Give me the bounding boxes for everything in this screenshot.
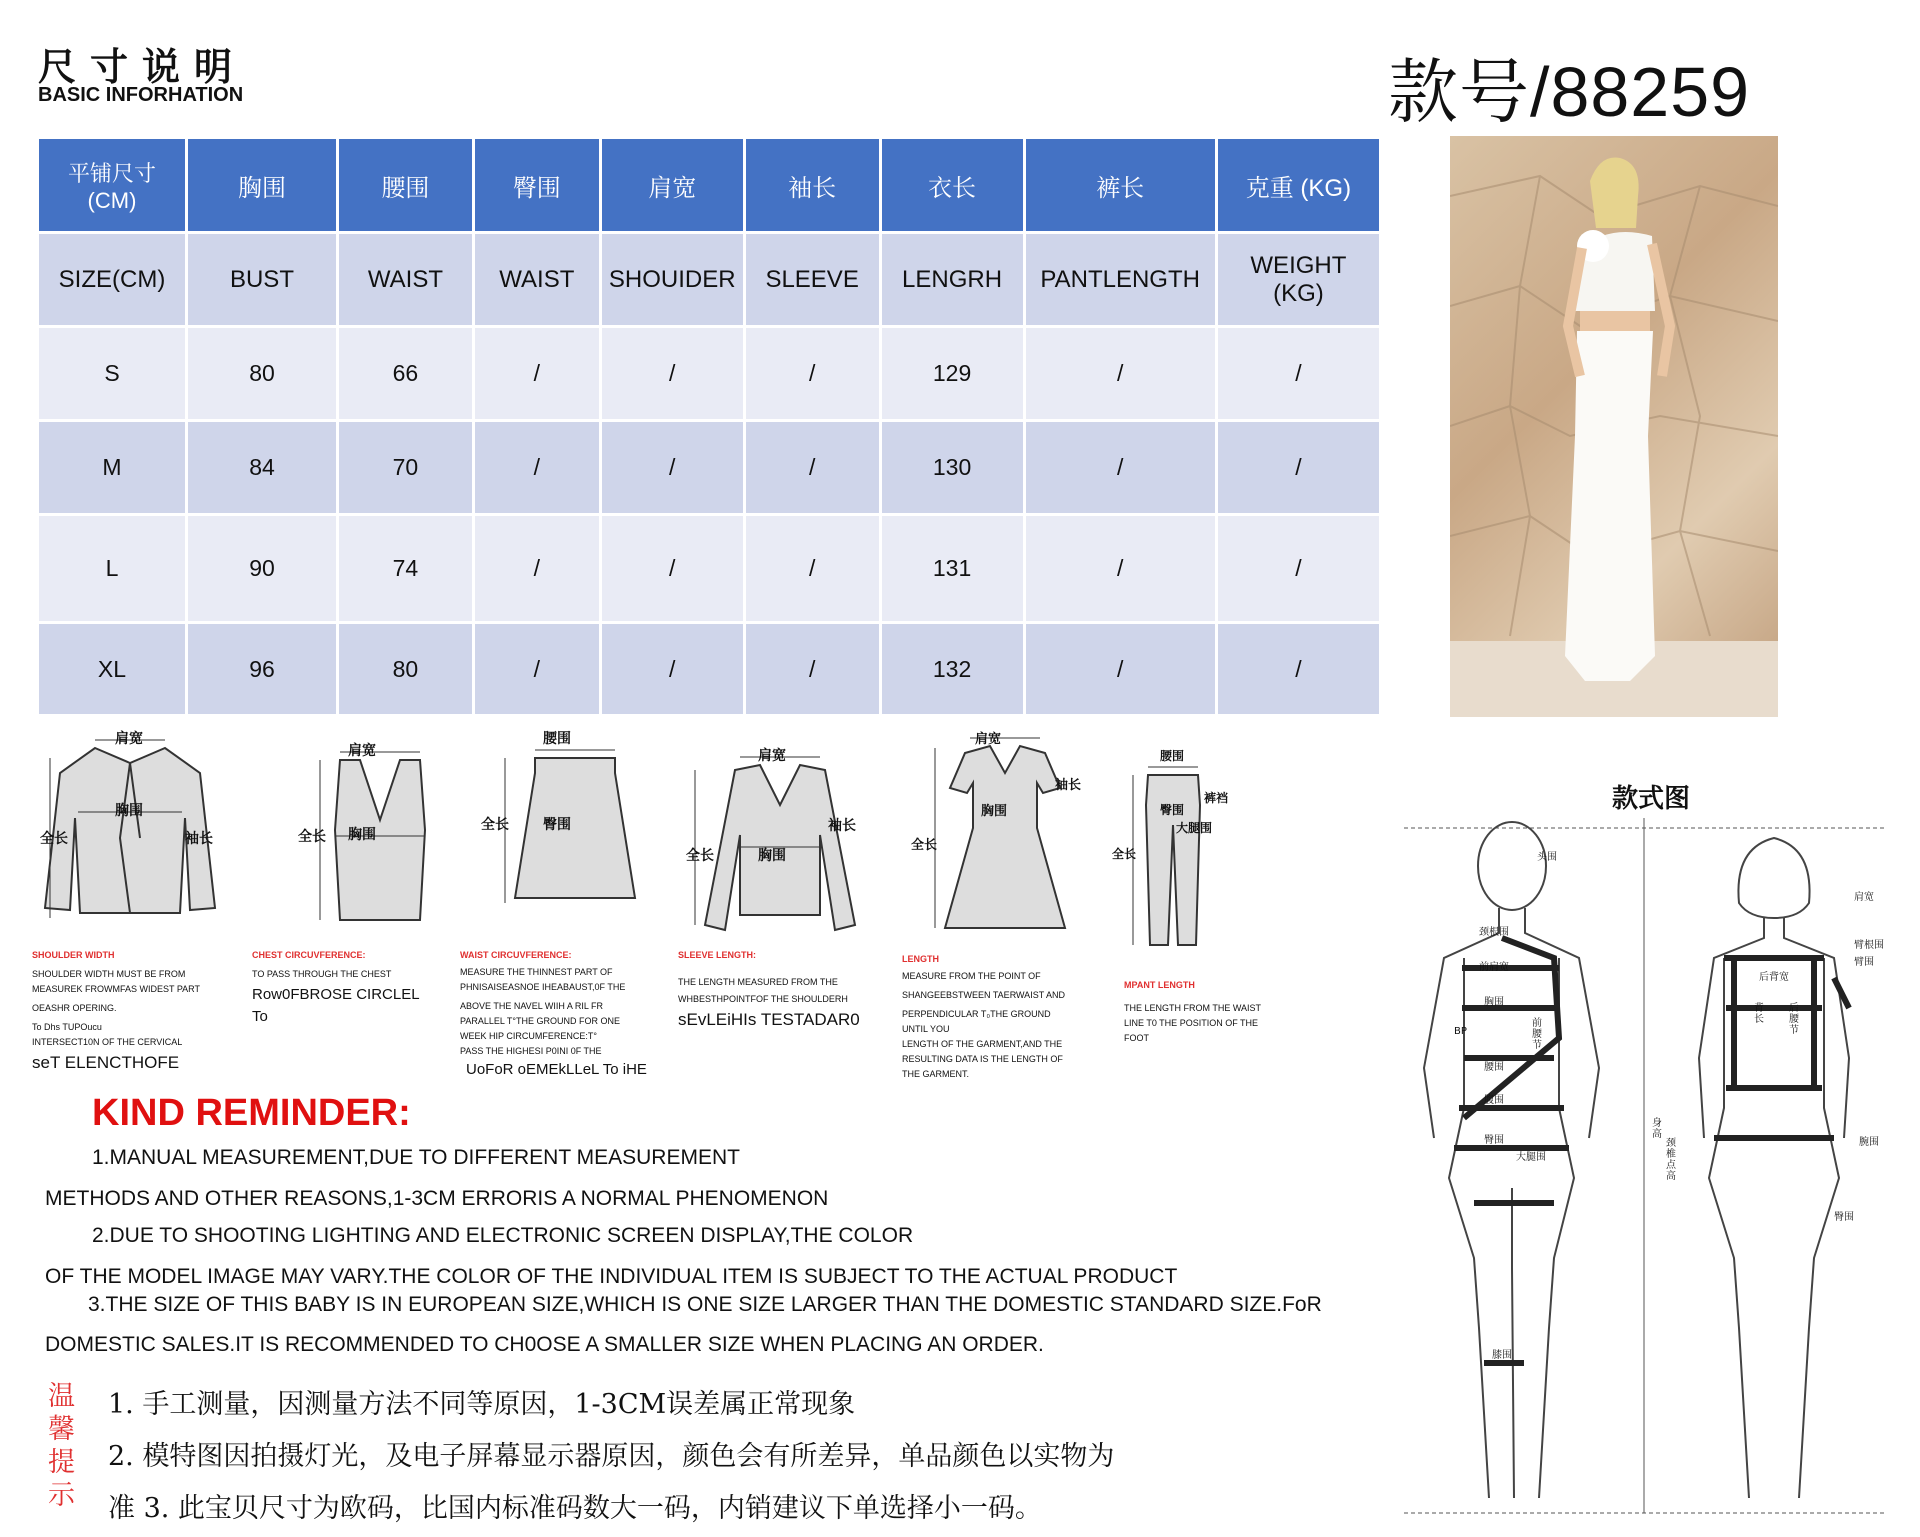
reminder-line: 1.MANUAL MEASUREMENT,DUE TO DIFFERENT MEASUREMENT [92, 1146, 740, 1169]
reminder-cn-line: 2. 模特图因拍摄灯光，及电子屏幕显示器原因，颜色会有所差异，单品颜色以实物为 [108, 1441, 1115, 1472]
table-cell: 80 [339, 624, 472, 714]
table-cell: 132 [882, 624, 1023, 714]
reminder-line: 2.DUE TO SHOOTING LIGHTING AND ELECTRONIC SCREEN DISPLAY,THE COLOR [92, 1224, 914, 1247]
header-cell: 衣长 [882, 139, 1023, 231]
figure-label: 腕围 [1859, 1137, 1879, 1148]
figure-label: 大腿围 [1516, 1152, 1546, 1163]
garment-label: 臀围 [1160, 803, 1185, 817]
header-cell: SIZE(CM) [39, 234, 185, 325]
table-cell: S [39, 328, 185, 419]
table-row [39, 328, 1379, 419]
page-title-cn: 尺寸说明 [38, 45, 247, 89]
garment-label: 全长 [686, 848, 714, 864]
garment-label: 全长 [298, 829, 326, 845]
figure-label: 腰围 [1484, 1062, 1504, 1073]
figure-label: 膝围 [1492, 1350, 1512, 1361]
header-cell: SHOUIDER [602, 234, 743, 325]
shoulder-instruction: SHOULDER WIDTH SHOULDER WIDTH MUST BE FROM MEASUREK FROWMFAS WIDEST PART OEASHR OPERING. To Dhs TUPOucu INTERSECT10N OF THE CERVICAL seT ELENCTHOFE [32, 950, 201, 1072]
table-cell: 96 [188, 624, 336, 714]
garment-label: 袖长 [185, 831, 213, 847]
garment-label: 全长 [911, 838, 938, 853]
garment-label: 全长 [1112, 847, 1137, 861]
table-cell: / [1218, 328, 1379, 419]
header-cell: 肩宽 [602, 139, 743, 231]
figure-label: 前腰节 [1532, 1018, 1542, 1051]
header-cell: 臀围 [475, 139, 599, 231]
garment-label: 肩宽 [348, 743, 376, 759]
page-title-en: BASIC INFORHATION [38, 84, 244, 106]
garment-label: 腰围 [543, 731, 571, 747]
reminder-line: OF THE MODEL IMAGE MAY VARY.THE COLOR OF THE INDIVIDUAL ITEM IS SUBJECT TO THE ACTUAL PRODUCT [45, 1265, 1178, 1288]
table-cell: / [1026, 422, 1215, 513]
garment-label: 肩宽 [758, 748, 786, 764]
table-row [39, 624, 1379, 714]
header-cell: WAIST [339, 234, 472, 325]
figure-label: 臂围 [1854, 957, 1874, 968]
vest-diagram [300, 740, 480, 950]
table-cell: / [1218, 516, 1379, 621]
table-cell: / [1026, 328, 1215, 419]
table-cell: / [1218, 422, 1379, 513]
sweater-diagram [686, 745, 870, 955]
figure-label: BP [1454, 1026, 1467, 1037]
reminder-line: DOMESTIC SALES.IT IS RECOMMENDED TO CH0OSE A SMALLER SIZE WHEN PLACING AN ORDER. [45, 1333, 1044, 1356]
table-cell: / [746, 516, 879, 621]
table-cell: / [1218, 624, 1379, 714]
chest-instruction: CHEST CIRCUVFERENCE: TO PASS THROUGH THE CHEST Row0FBROSE CIRCLEL To [252, 950, 420, 1025]
figure-label: 颈根围 [1479, 927, 1509, 938]
garment-label: 肩宽 [975, 732, 1002, 747]
garment-label: 全长 [40, 831, 68, 847]
table-cell: XL [39, 624, 185, 714]
table-cell: 80 [188, 328, 336, 419]
table-header-en [39, 234, 1379, 325]
table-cell: / [602, 328, 743, 419]
figure-label: 臂根围 [1854, 940, 1884, 951]
header-cell: 裤长 [1026, 139, 1215, 231]
table-cell: / [475, 422, 599, 513]
header-cell: PANTLENGTH [1026, 234, 1215, 325]
table-cell: 129 [882, 328, 1023, 419]
table-cell: / [746, 328, 879, 419]
garment-label: 胸围 [348, 827, 376, 843]
figure-label: 头围 [1537, 852, 1557, 863]
pants-diagram [1112, 745, 1298, 955]
garment-label: 胸围 [115, 803, 143, 819]
table-cell: 84 [188, 422, 336, 513]
garment-label: 大腿围 [1176, 821, 1213, 835]
table-cell: / [602, 624, 743, 714]
garment-label: 胸围 [758, 848, 786, 864]
table-row [39, 422, 1379, 513]
figure-label: 身高 [1652, 1118, 1662, 1140]
table-cell: / [746, 624, 879, 714]
figure-label: 臀围 [1834, 1212, 1854, 1223]
figure-label: 背长 [1754, 1003, 1764, 1025]
reminder-vertical-label: 温馨提示 [48, 1381, 75, 1511]
figure-title: 款式图 [1612, 784, 1691, 814]
pant-length-instruction: MPANT LENGTH THE LENGTH FROM THE WAIST LINE T0 THE POSITION OF THE FOOT [1124, 980, 1262, 1043]
skirt-diagram [481, 728, 665, 938]
table-cell: 74 [339, 516, 472, 621]
figure-label: 肩宽 [1854, 892, 1874, 903]
table-cell: / [602, 516, 743, 621]
figure-label: 颈椎点高 [1666, 1138, 1676, 1182]
garment-label: 腰围 [1160, 749, 1185, 763]
reminder-title: KIND REMINDER: [92, 1092, 411, 1134]
header-cell: 胸围 [188, 139, 336, 231]
reminder-cn-line: 1. 手工测量，因测量方法不同等原因，1-3CM误差属正常现象 [108, 1389, 856, 1420]
table-cell: / [475, 328, 599, 419]
length-instruction: LENGTH MEASURE FROM THE POINT OF SHANGEEBSTWEEN TAERWAIST AND PERPENDICULAR T₀THE GROUND UNTIL YOU LENGTH OF THE GARMENT,AND THE RESULTING DATA IS THE LENGTH OF THE GARMENT. [902, 954, 1066, 1079]
table-cell: 70 [339, 422, 472, 513]
size-table [36, 136, 1382, 717]
garment-label: 臀围 [543, 817, 571, 833]
table-cell: 131 [882, 516, 1023, 621]
table-cell: / [1026, 624, 1215, 714]
table-cell: 66 [339, 328, 472, 419]
model-photo [1450, 136, 1778, 717]
figure-label: 前肩宽 [1479, 962, 1509, 973]
dress-diagram [911, 728, 1095, 938]
header-cell: 克重 (KG) [1218, 139, 1379, 231]
header-cell: 平铺尺寸 (CM) [39, 139, 185, 231]
reminder-line: METHODS AND OTHER REASONS,1-3CM ERRORIS A NORMAL PHENOMENON [45, 1187, 829, 1210]
figure-label: 后腰节 [1789, 1003, 1799, 1036]
header-cell: 袖长 [746, 139, 879, 231]
sleeve-instruction: SLEEVE LENGTH: THE LENGTH MEASURED FROM THE WHBESTHPOINTFOF THE SHOULDERH sEvLEiHIs TESTADAR0 [678, 950, 860, 1029]
table-cell: / [602, 422, 743, 513]
table-cell: / [1026, 516, 1215, 621]
reminder-line: 3.THE SIZE OF THIS BABY IS IN EUROPEAN SIZE,WHICH IS ONE SIZE LARGER THAN THE DOMESTIC STANDARD SIZE.FoR [88, 1293, 1322, 1316]
table-cell: / [475, 516, 599, 621]
header-cell: WEIGHT (KG) [1218, 234, 1379, 325]
table-cell: / [475, 624, 599, 714]
reminder-cn-line: 准 3. 此宝贝尺寸为欧码，比国内标准码数大一码，内销建议下单选择小一码。 [108, 1493, 1042, 1524]
table-cell: L [39, 516, 185, 621]
style-number: 款号/88259 [1388, 53, 1751, 131]
header-cell: SLEEVE [746, 234, 879, 325]
table-cell: 90 [188, 516, 336, 621]
garment-label: 全长 [481, 817, 509, 833]
figure-label: 后背宽 [1759, 972, 1789, 983]
waist-instruction: WAIST CIRCUVFERENCE: MEASURE THE THINNEST PART OF PHNISAISEASNOE IHEABAUST,0F THE ABOVE THE NAVEL WIIH A RIL FR PARALLEL T°THE GROUND FOR ONE WEEK HIP CIRCUMFERENCE:T° PASS THE HIGHESI P0INI 0F THE UoFoR oEMEkLLeL To iHE [460, 950, 647, 1078]
garment-label: 袖长 [828, 818, 856, 834]
header-cell: LENGRH [882, 234, 1023, 325]
table-header-cn [39, 139, 1379, 231]
table-row [39, 516, 1379, 621]
table-cell: M [39, 422, 185, 513]
garment-label: 袖长 [1055, 778, 1082, 793]
jacket-diagram [40, 728, 220, 938]
garment-label: 胸围 [981, 804, 1008, 819]
figure-label: 臀围 [1484, 1135, 1504, 1146]
body-measurement-figure [1404, 808, 1904, 1528]
table-cell: / [746, 422, 879, 513]
header-cell: BUST [188, 234, 336, 325]
figure-label: 腹围 [1484, 1095, 1504, 1106]
figure-label: 胸围 [1484, 997, 1504, 1008]
header-cell: 腰围 [339, 139, 472, 231]
garment-label: 裤裆 [1204, 791, 1229, 805]
table-cell: 130 [882, 422, 1023, 513]
header-cell: WAIST [475, 234, 599, 325]
garment-label: 肩宽 [115, 731, 143, 747]
